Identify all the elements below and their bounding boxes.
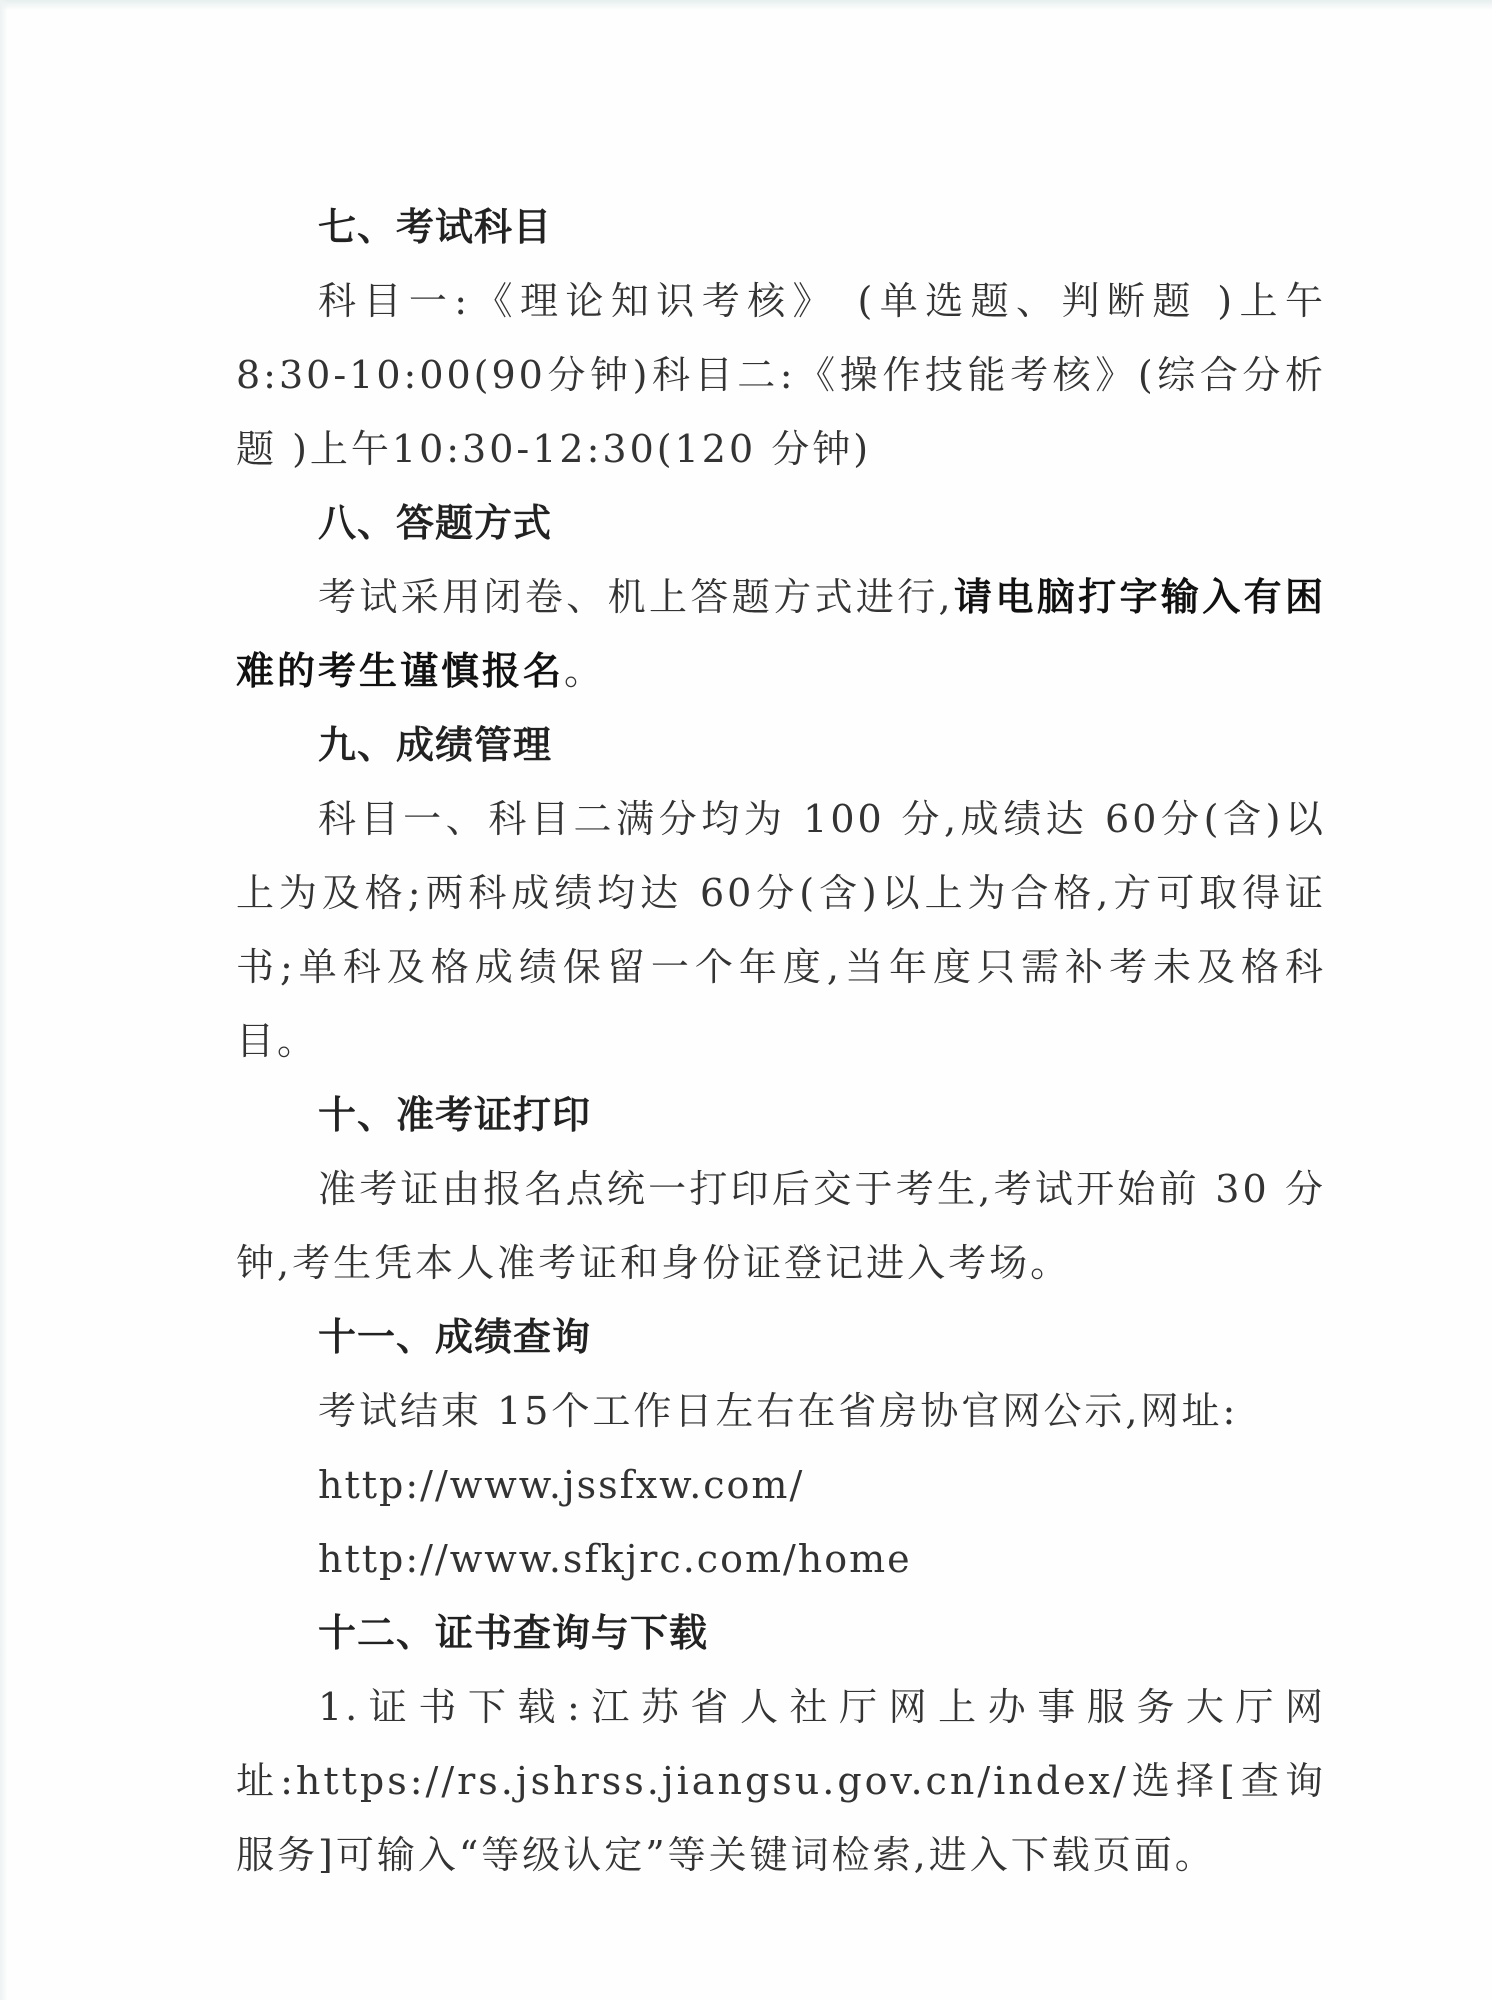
scan-edge-left — [0, 0, 8, 2000]
score-url-2: http://www.sfkjrc.com/home — [318, 1537, 912, 1581]
section-9-heading: 九、成绩管理 — [318, 723, 553, 767]
section-10-heading: 十、准考证打印 — [318, 1093, 592, 1137]
section-8-body-plain: 考试采用闭卷、机上答题方式进行, — [318, 575, 954, 619]
document-content — [236, 190, 1326, 1892]
section-9-body: 科目一、科目二满分均为 100 分,成绩达 60分(含)以上为及格;两科成绩均达 60分(含)以上为合格,方可取得证书;单科及格成绩保留一个年度,当年度只需补考未及格科目。 — [236, 797, 1326, 1063]
section-7-body: 科目一:《理论知识考核》 (单选题、判断题 )上午8:30-10:00(90分钟)科目二:《操作技能考核》(综合分析题 )上午10:30-12:30(120 分钟) — [236, 279, 1326, 471]
section-8-body-bold: 请电脑打字输入有困难的考生谨慎报名 — [236, 575, 1326, 693]
section-8-body — [236, 560, 1326, 708]
section-12-body: 1.证书下载:江苏省人社厅网上办事服务大厅网址:https://rs.jshrss.jiangsu.gov.cn/index/选择[查询服务]可输入“等级认定”等关键词检索,进入下载页面。 — [236, 1685, 1326, 1877]
section-8-body-end: 。 — [564, 649, 606, 693]
section-11-heading: 十一、成绩查询 — [318, 1315, 592, 1359]
section-10-body: 准考证由报名点统一打印后交于考生,考试开始前 30 分钟,考生凭本人准考证和身份证登记进入考场。 — [236, 1167, 1326, 1285]
section-12-heading: 十二、证书查询与下载 — [318, 1611, 709, 1655]
section-7-heading: 七、考试科目 — [318, 205, 553, 249]
section-8-heading: 八、答题方式 — [318, 501, 553, 545]
section-11-body: 考试结束 15个工作日左右在省房协官网公示,网址: — [318, 1389, 1239, 1433]
scan-edge-top — [0, 0, 1492, 10]
score-url-1: http://www.jssfxw.com/ — [318, 1463, 805, 1507]
